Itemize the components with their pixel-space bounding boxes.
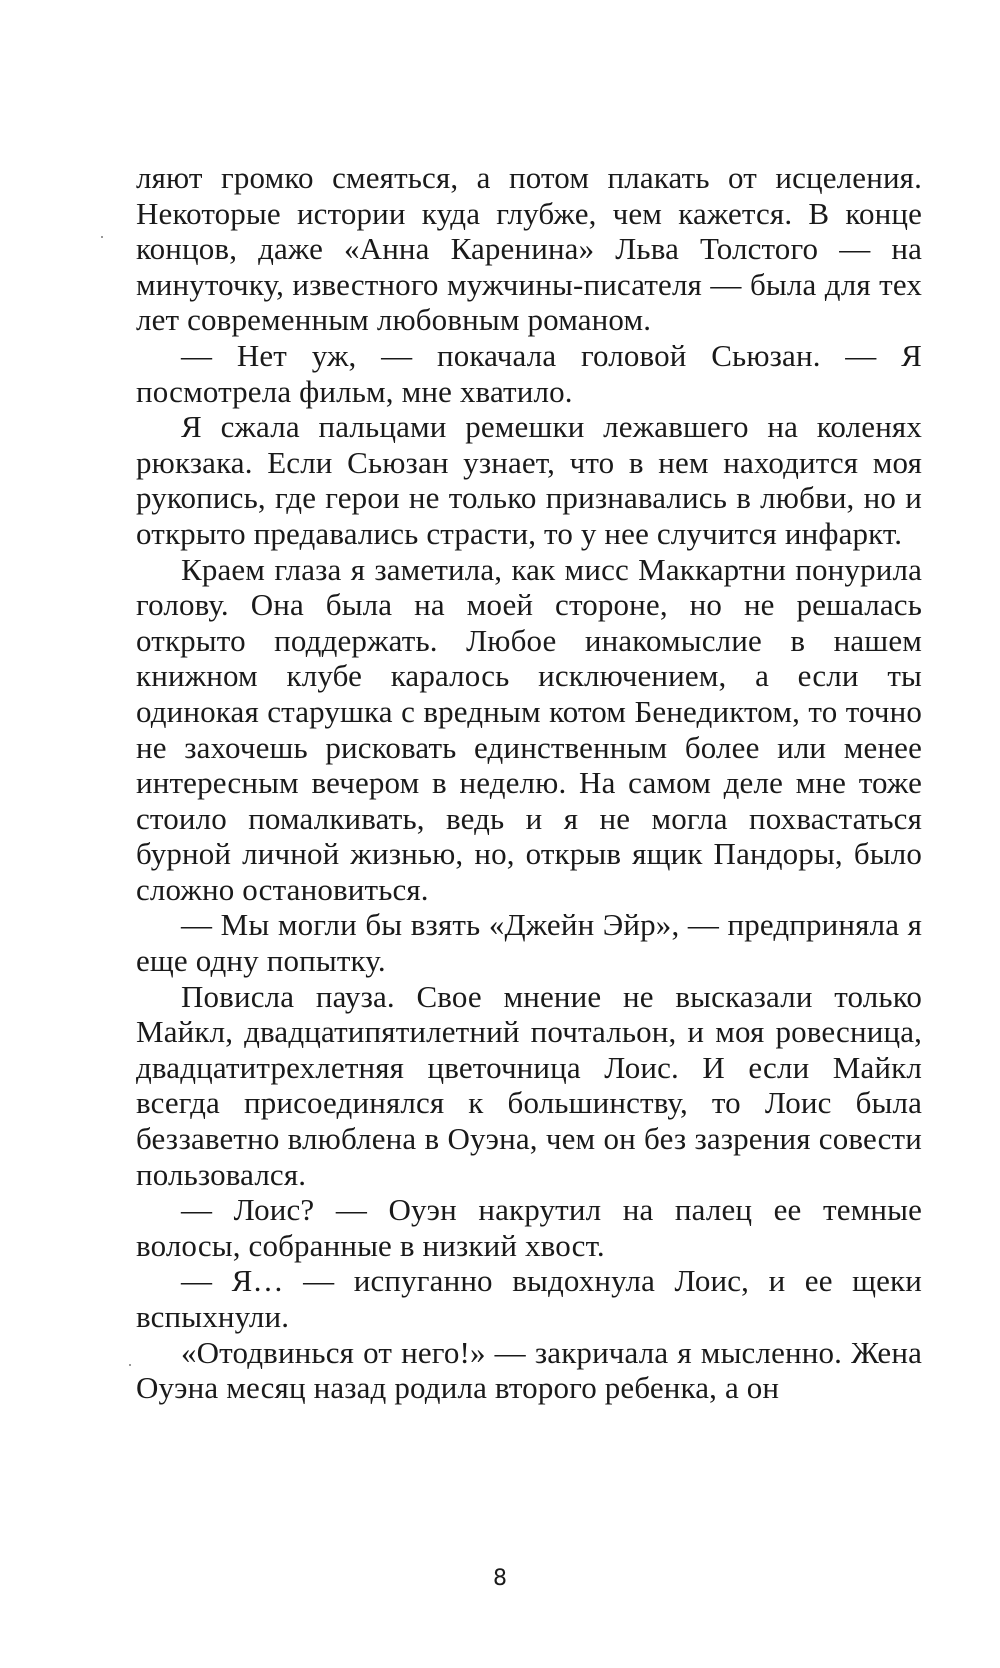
paragraph: — Мы могли бы взять «Джейн Эйр», — предприняла я еще одну попытку.	[136, 907, 922, 979]
body-text	[136, 160, 922, 1406]
paragraph: — Нет уж, — покачала головой Сьюзан. — Я посмотрела фильм, мне хватило.	[136, 337, 922, 409]
paragraph: Краем глаза я заметила, как мисс Маккартни понурила голову. Она была на моей стороне, но не решалась открыто поддержать. Любое инакомыслие в нашем книжном клубе каралось исключением, а если ты одинокая старушка с вредным котом Бенедиктом, то точно не захочешь рисковать единственным более или менее интересным вечером в неделю. На самом деле мне тоже стоило помалкивать, ведь и я не могла похвастаться бурной личной жизнью, но, открыв ящик Пандоры, было сложно остановиться.	[136, 551, 922, 907]
paragraph: «Отодвинься от него!» — закричала я мысленно. Жена Оуэна месяц назад родила второго ребенка, а он	[136, 1334, 922, 1406]
scan-speck	[129, 1364, 131, 1366]
scan-speck	[101, 236, 103, 238]
paragraph: ляют громко смеяться, а потом плакать от исцеления. Некоторые истории куда глубже, чем кажется. В конце концов, даже «Анна Каренина» Льва Толстого — на минуточку, известного мужчины-писателя — была для тех лет современным любовным романом.	[136, 160, 922, 338]
page-number: 8	[493, 1566, 507, 1591]
paragraph: — Лоис? — Оуэн накрутил на палец ее темные волосы, собранные в низкий хвост.	[136, 1192, 922, 1263]
paragraph: — Я… — испуганно выдохнула Лоис, и ее щеки вспыхнули.	[136, 1263, 922, 1334]
paragraph: Повисла пауза. Свое мнение не высказали только Майкл, двадцатипятилетний почтальон, и моя ровесница, двадцатитрехлетняя цветочница Лоис. И если Майкл всегда присоединялся к большинству, то Лоис была беззаветно влюблена в Оуэна, чем он без зазрения совести пользовался.	[136, 978, 922, 1192]
paragraph: Я сжала пальцами ремешки лежавшего на коленях рюкзака. Если Сьюзан узнает, что в нем находится моя рукопись, где герои не только признавались в любви, но и открыто предавались страсти, то у нее случится инфаркт.	[136, 409, 922, 551]
